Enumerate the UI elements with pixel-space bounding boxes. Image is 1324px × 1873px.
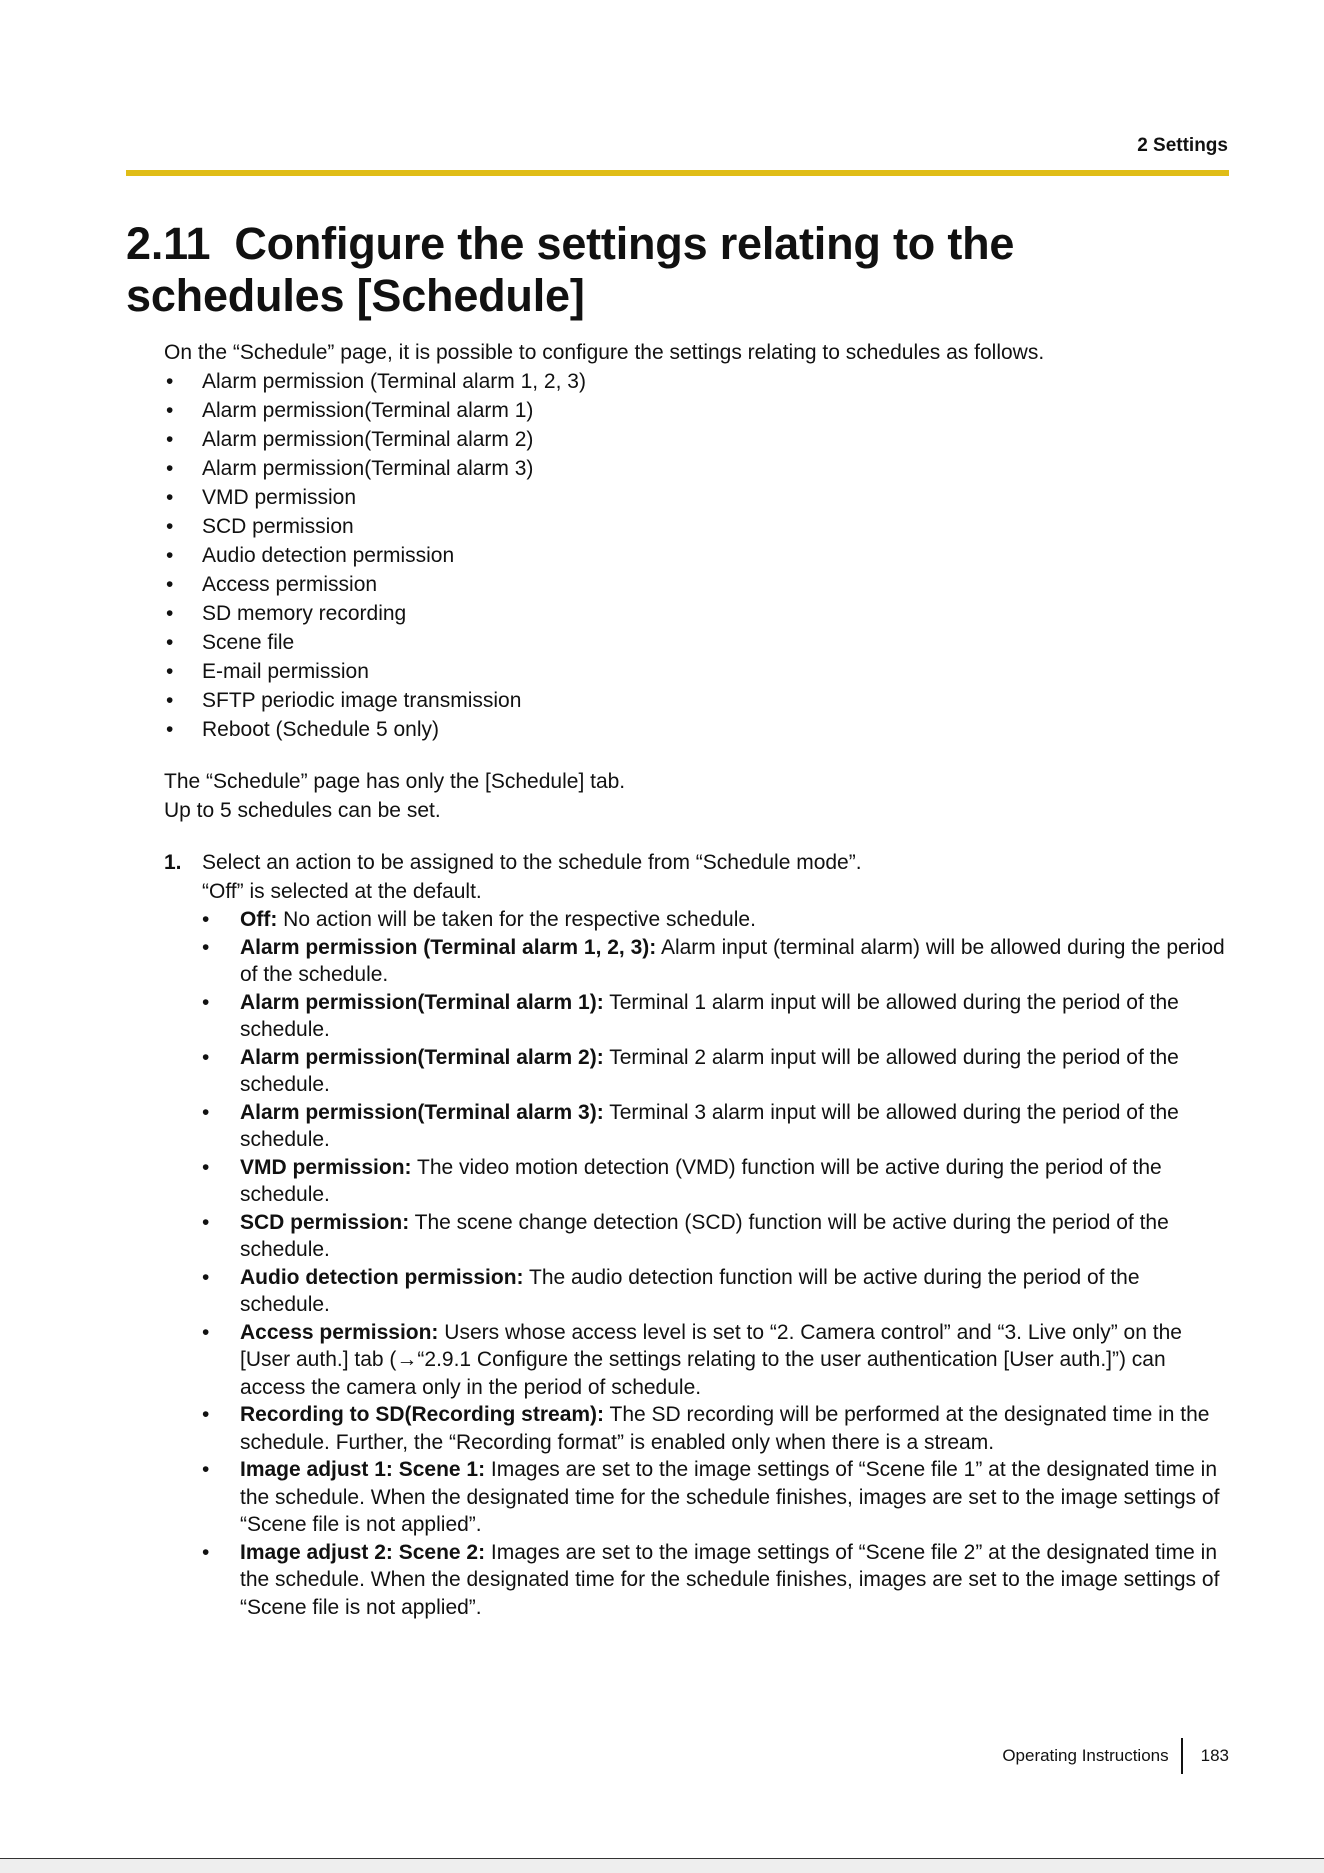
- option-term: VMD permission:: [240, 1155, 412, 1179]
- option-desc: Alarm input (terminal alarm) will be allowed during the period of the schedule.: [240, 935, 1225, 986]
- option-term: Alarm permission(Terminal alarm 3):: [240, 1100, 604, 1124]
- section-number: 2.11: [126, 218, 211, 269]
- option-desc: The scene change detection (SCD) function will be active during the period of the schedule.: [240, 1210, 1169, 1261]
- option-desc: Terminal 3 alarm input will be allowed during the period of the schedule.: [240, 1100, 1179, 1151]
- step-instruction: Select an action to be assigned to the schedule from “Schedule mode”.: [202, 851, 862, 874]
- option-term: SCD permission:: [240, 1210, 410, 1234]
- option-desc: Images are set to the image settings of “Scene file 2” at the designated time in the schedule. When the designated time for the schedule finishes, images are set to the image settings of “Scene file is not applied”.: [240, 1540, 1220, 1619]
- step-number: 1.: [164, 851, 182, 874]
- option-term: Recording to SD(Recording stream):: [240, 1403, 605, 1426]
- option-item: [202, 1401, 1234, 1456]
- list-item: • Reboot (Schedule 5 only): [164, 715, 1234, 744]
- list-item: • Scene file: [164, 628, 1234, 657]
- option-desc: Users whose access level is set to “2. Camera control” and “3. Live only” on the [User auth.] tab (→“2.9.1 Configure the settings relating to the user authentication [User auth.]”) can access the camera only in the period of schedule.: [240, 1320, 1182, 1399]
- main-content: [164, 338, 1234, 1621]
- running-header-section: 2 Settings: [1137, 135, 1228, 156]
- limit-note: Up to 5 schedules can be set.: [164, 799, 441, 822]
- option-desc: Terminal 2 alarm input will be allowed during the period of the schedule.: [240, 1045, 1179, 1096]
- tab-note: The “Schedule” page has only the [Schedule] tab.: [164, 770, 626, 793]
- option-item: [202, 1099, 1234, 1154]
- default-note: “Off” is selected at the default.: [202, 880, 482, 903]
- list-item: • Access permission: [164, 570, 1234, 599]
- footer-divider: [1181, 1738, 1183, 1774]
- option-item: [202, 1456, 1234, 1539]
- option-desc: Images are set to the image settings of “Scene file 1” at the designated time in the schedule. When the designated time for the schedule finishes, images are set to the image settings of “Scene file is not applied”.: [240, 1458, 1220, 1536]
- section-title: Configure the settings relating to the schedules [Schedule]: [126, 218, 1015, 321]
- schedule-mode-options: [202, 906, 1234, 1621]
- page-title: [126, 218, 1236, 322]
- option-item: [202, 1319, 1234, 1402]
- option-desc: Terminal 1 alarm input will be allowed during the period of the schedule.: [240, 990, 1179, 1041]
- option-item: [202, 934, 1234, 989]
- option-desc: The SD recording will be performed at the designated time in the schedule. Further, the “Recording format” is enabled only when there is a stream.: [240, 1403, 1210, 1454]
- header-rule: [126, 170, 1229, 176]
- option-term: Image adjust 2: Scene 2:: [240, 1540, 486, 1564]
- list-item: • Alarm permission(Terminal alarm 3): [164, 454, 1234, 483]
- bottom-edge-band: [0, 1858, 1324, 1873]
- list-item: • E-mail permission: [164, 657, 1234, 686]
- option-term: Off:: [240, 908, 278, 931]
- option-item: [202, 1539, 1234, 1622]
- intro-paragraph: On the “Schedule” page, it is possible to configure the settings relating to schedules as follows.: [164, 341, 1045, 364]
- page-footer: [1002, 1738, 1229, 1774]
- option-item: [202, 1209, 1234, 1264]
- option-item: [202, 1044, 1234, 1099]
- list-item: • SFTP periodic image transmission: [164, 686, 1234, 715]
- option-item: [202, 1154, 1234, 1209]
- option-desc: The audio detection function will be active during the period of the schedule.: [240, 1265, 1140, 1316]
- list-item: • SCD permission: [164, 512, 1234, 541]
- option-term: Alarm permission(Terminal alarm 1):: [240, 990, 604, 1014]
- list-item: • Alarm permission(Terminal alarm 1): [164, 396, 1234, 425]
- option-desc: The video motion detection (VMD) function will be active during the period of the schedule.: [240, 1155, 1162, 1206]
- option-desc: No action will be taken for the respective schedule.: [277, 908, 756, 931]
- option-item: [202, 1264, 1234, 1319]
- option-item: [202, 989, 1234, 1044]
- list-item: • Alarm permission (Terminal alarm 1, 2, 3): [164, 367, 1234, 396]
- list-item: • Audio detection permission: [164, 541, 1234, 570]
- list-item: • SD memory recording: [164, 599, 1234, 628]
- step-1: [164, 848, 1234, 1621]
- footer-doc-title: Operating Instructions: [1002, 1746, 1169, 1765]
- option-term: Audio detection permission:: [240, 1265, 524, 1289]
- option-term: Access permission:: [240, 1320, 439, 1344]
- list-item: • VMD permission: [164, 483, 1234, 512]
- page-number: 183: [1200, 1746, 1229, 1765]
- schedule-items-list: [164, 367, 1234, 744]
- option-term: Image adjust 1: Scene 1:: [240, 1458, 486, 1481]
- option-item: [202, 906, 1234, 934]
- option-term: Alarm permission(Terminal alarm 2):: [240, 1045, 604, 1069]
- list-item: • Alarm permission(Terminal alarm 2): [164, 425, 1234, 454]
- option-term: Alarm permission (Terminal alarm 1, 2, 3):: [240, 935, 657, 959]
